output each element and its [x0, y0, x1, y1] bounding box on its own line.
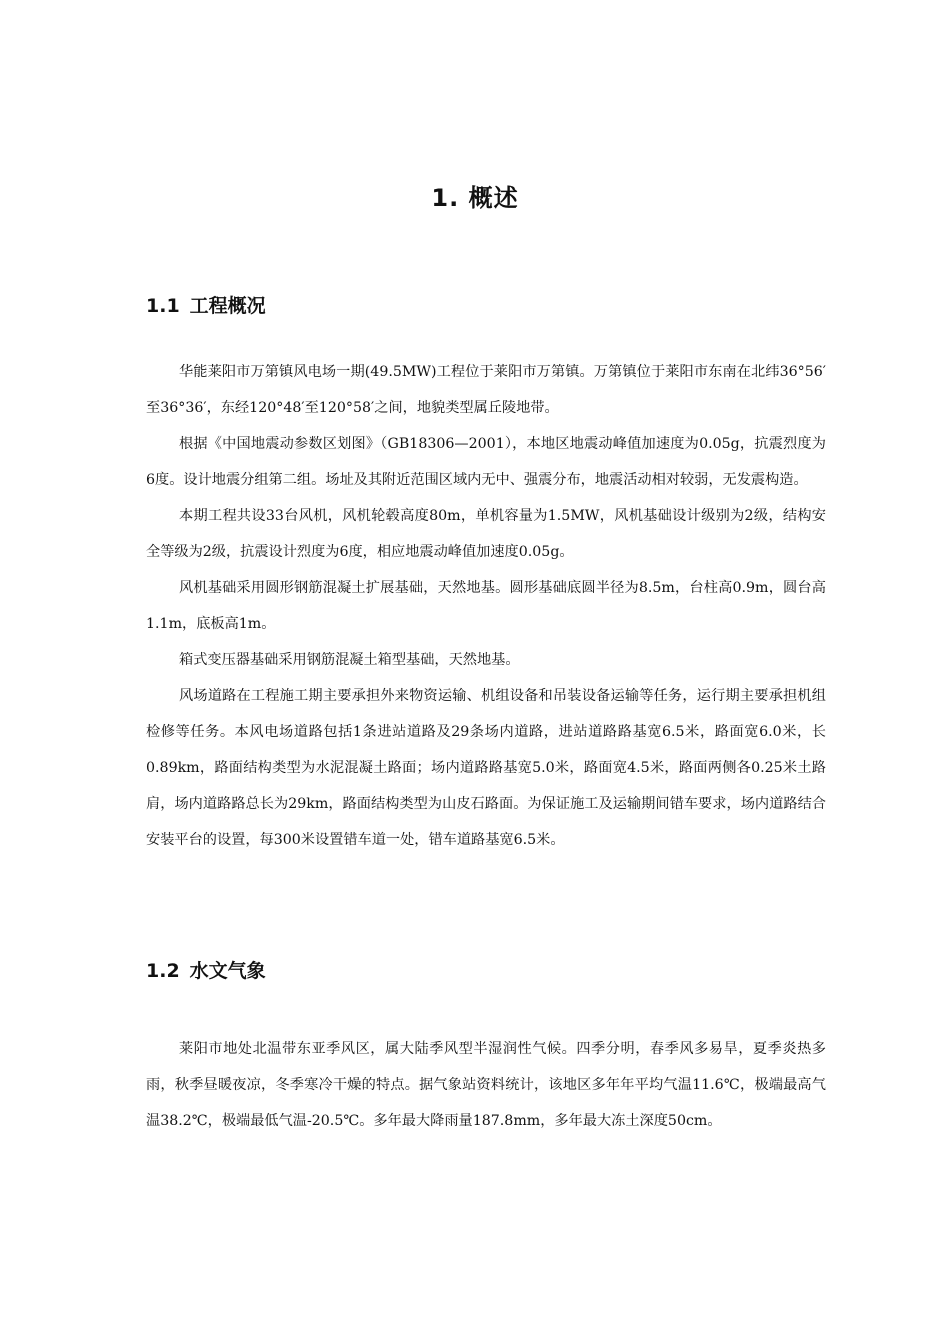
- section-heading: [146, 957, 826, 985]
- section-number: 1.1: [146, 295, 180, 317]
- paragraph-climate: 莱阳市地处北温带东亚季风区，属大陆季风型半湿润性气候。四季分明，春季风多易旱，夏季炎热多雨，秋季昼暖夜凉，冬季寒冷干燥的特点。据气象站资料统计，该地区多年年平均气温11.6℃，极端最高气温38.2℃，极端最低气温-20.5℃。多年最大降雨量187.8mm，多年最大冻土深度50cm。: [146, 1041, 826, 1129]
- paragraph-location: 华能莱阳市万第镇风电场一期(49.5MW)工程位于莱阳市万第镇。万第镇位于莱阳市东南在北纬36°56′至36°36′，东经120°48′至120°58′之间，地貌类型属丘陵地带。: [146, 364, 826, 416]
- section-body: [146, 354, 826, 858]
- section-project-overview: [146, 292, 826, 858]
- chapter-title: 1. 概述: [431, 184, 519, 212]
- section-hydrology-meteorology: [146, 957, 826, 1139]
- section-heading: [146, 292, 826, 320]
- paragraph-seismic: 根据《中国地震动参数区划图》（GB18306—2001），本地区地震动峰值加速度为0.05g，抗震烈度为6度。设计地震分组第二组。场址及其附近范围区域内无中、强震分布，地震活动相对较弱，无发震构造。: [146, 436, 826, 488]
- section-body: [146, 1031, 826, 1139]
- paragraph-transformer-foundation: 箱式变压器基础采用钢筋混凝土箱型基础，天然地基。: [179, 652, 520, 668]
- section-title: 工程概况: [189, 295, 266, 317]
- paragraph-turbines: 本期工程共设33台风机，风机轮毂高度80m，单机容量为1.5MW，风机基础设计级别为2级，结构安全等级为2级，抗震设计烈度为6度，相应地震动峰值加速度0.05g。: [146, 508, 826, 560]
- paragraph-turbine-foundation: 风机基础采用圆形钢筋混凝土扩展基础，天然地基。圆形基础底圆半径为8.5m，台柱高0.9m，圆台高1.1m，底板高1m。: [146, 580, 826, 632]
- section-title: 水文气象: [189, 960, 266, 982]
- section-number: 1.2: [146, 960, 180, 982]
- paragraph-roads: 风场道路在工程施工期主要承担外来物资运输、机组设备和吊装设备运输等任务，运行期主要承担机组检修等任务。本风电场道路包括1条进站道路及29条场内道路，进站道路路基宽6.5米，路面宽6.0米，长0.89km，路面结构类型为水泥混凝土路面；场内道路路基宽5.0米，路面宽4.5米，路面两侧各0.25米土路肩，场内道路路总长为29km，路面结构类型为山皮石路面。为保证施工及运输期间错车要求，场内道路结合安装平台的设置，每300米设置错车道一处，错车道路基宽6.5米。: [146, 688, 826, 848]
